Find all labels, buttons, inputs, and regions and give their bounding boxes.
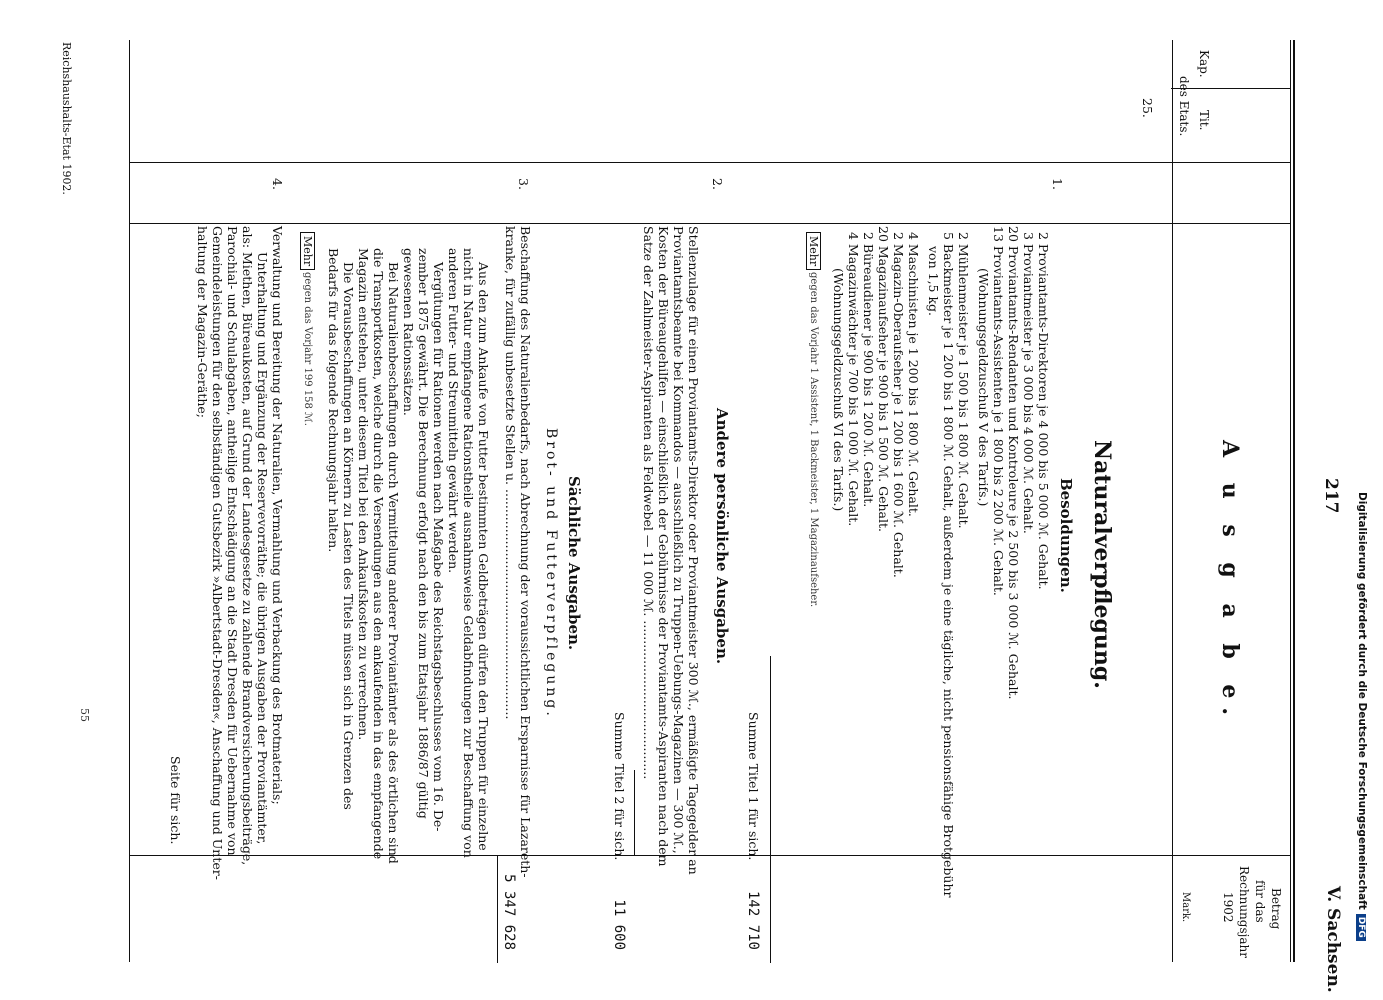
titel-2-line: Kosten der Büreaugehilfen — einschließlich der Gebührnisse der Proviantamts-Aspiranten nach dem — [656, 226, 671, 867]
header-rule — [1172, 40, 1173, 962]
titel-4-line: Gemeindeleistungen für den selbständigen Gutsbezirk »Albertstadt-Dresden«, Anschaffung und Unter- — [210, 226, 225, 880]
titel-1-line: 4 Magazinwächter je 700 bis 1 000 ℳ. Gehalt. — [846, 232, 861, 527]
titel-1-amount-rule — [770, 855, 771, 963]
titel-2-sum-label: Summe Titel 2 für sich. — [612, 712, 627, 861]
titel-2-heading: Andere persönliche Ausgaben. — [713, 408, 731, 665]
header-betrag-4: 1902 — [1221, 892, 1235, 923]
titel-1-number: 1. — [1050, 178, 1065, 190]
titel-3-note-label: Mehr — [300, 232, 315, 270]
titel-1-line: (Wohnungsgeldzuschuß VI des Tarifs.) — [831, 268, 846, 512]
titel-3-line: gewesenen Rationssätzen. — [401, 248, 416, 416]
section-title: Naturalverpflegung. — [1089, 440, 1115, 689]
titel-1-sum-rule — [770, 656, 771, 856]
titel-3-subheading: Brot- und Futterverpflegung. — [543, 428, 559, 719]
col-rule-tit — [129, 162, 1291, 163]
titel-3-amount: 5 347 628 — [501, 874, 517, 950]
titel-2-amount: 11 600 — [611, 899, 627, 950]
dfg-logo: DFG — [1356, 914, 1366, 941]
col-rule-amount — [129, 855, 1291, 856]
titel-3-line: Aus den zum Ankaufe von Futter bestimmten Geldbeträgen dürfen den Truppen für einzelne — [476, 262, 491, 851]
titel-1-line: 20 Magazinaufseher je 900 bis 1 500 ℳ. Gehalt. — [876, 226, 891, 532]
kapitel-number: 25. — [1140, 98, 1155, 118]
footer-sheet: 55 — [78, 708, 91, 722]
header-betrag-3: Rechnungsjahr — [1237, 866, 1251, 958]
top-rule — [1294, 40, 1296, 962]
titel-3-line: nicht in Natur empfangene Rationstheile ausnahmsweise Geldabfindungen zur Beschaffung von — [461, 248, 476, 858]
titel-3-line: die Transportkosten, welche durch die Versendungen aus den ankaufenden in das empfangende — [371, 248, 386, 860]
titel-3-line: Bei Naturalienbeschaffungen durch Vermittelung anderer Proviantämter als des örtlichen sind — [386, 262, 401, 864]
titel-2-line: Stellenzulage für einen Proviantamts-Direktor oder Proviantmeister 300 ℳ., ermäßigte Tagegelder an — [686, 226, 701, 875]
titel-3-amount-rule — [497, 855, 498, 963]
digitization-note — [1356, 492, 1368, 941]
titel-1-line: 13 Proviantamts-Assistenten je 1 800 bis 2 200 ℳ. Gehalt. — [991, 226, 1006, 596]
titel-1-line: 2 Proviantamts-Direktoren je 4 000 bis 5 000 ℳ. Gehalt. — [1036, 232, 1051, 590]
titel-1-note: gegen das Vorjahr 1 Assistent, 1 Backmeister, 1 Magazinaufseher. — [808, 272, 819, 608]
titel-4-line: Verwaltung und Bereitung der Naturalien, Vermahlung und Verbackung des Brotmaterials; — [270, 226, 285, 805]
titel-3-line: Bedarfs für das folgende Rechnungsjahr halten. — [326, 248, 341, 553]
titel-3-number: 3. — [516, 178, 531, 190]
titel-3-line: anderen Futter- und Streumitteln gewährt werden. — [446, 248, 461, 574]
header-betrag-2: für das — [1253, 880, 1267, 923]
header-des-etats: des Etats. — [1177, 76, 1191, 137]
titel-4-line: haltung der Magazin-Geräthe; — [195, 226, 210, 419]
titel-4-line: als: Miethen, Büreaukosten, auf Grund der Landesgesetze zu zahlende Brandversicherungsbeiträge, — [240, 226, 255, 866]
titel-2-number: 2. — [710, 178, 725, 190]
titel-1-line: 2 Büreaudiener je 900 bis 1 200 ℳ. Gehalt. — [861, 232, 876, 508]
titel-3-line: zember 1875 gewährt. Die Berechnung erfolgt nach den bis zum Etatsjahr 1886/87 gültig — [416, 248, 431, 819]
titel-4-line: Unterhaltung und Ergänzung der Reservevorräthe; die übrigen Ausgaben der Proviantämter, — [255, 252, 270, 845]
titel-3-line: Beschaffung des Naturalienbedarfs, nach Abrechnung der voraussichtlichen Ersparnisse für Lazareth- — [518, 226, 533, 878]
titel-1-line: 5 Backmeister je 1 200 bis 1 800 ℳ. Gehalt, außerdem je eine tägliche, nicht pensionsfähige Brotgebühr — [941, 232, 956, 898]
digitization-text: Digitalisierung gefördert durch die Deutsche Forschungsgemeinschaft — [1356, 492, 1368, 910]
titel-3-line: Magazin entstehen, unter diesem Titel bei den Ankaufskosten zu verrechnen. — [356, 248, 371, 741]
titel-1-line: 4 Maschinisten je 1 200 bis 1 800 ℳ. Gehalt. — [906, 232, 921, 517]
titel-3-line: Die Vorausbeschaffungen an Körnern zu Lasten des Titels müssen sich in Grenzen des — [341, 262, 356, 810]
titel-4-number: 4. — [270, 178, 285, 190]
titel-2-line: Proviantamtsbeamte bei Kommandos — ausschließlich zu Truppen-Uebungs-Magazinen — 300 ℳ., — [671, 226, 686, 854]
state-title: V. Sachsen. — [1323, 886, 1343, 993]
page-number: 217 — [1321, 478, 1341, 514]
bottom-rule — [129, 40, 130, 962]
titel-1-line: 2 Mühlenmeister je 1 500 bis 1 800 ℳ. Gehalt. — [956, 232, 971, 529]
header-kap: Kap. — [1197, 50, 1211, 78]
titel-1-line: 20 Proviantamts-Rendanten und Kontroleure je 2 500 bis 3 000 ℳ. Gehalt. — [1006, 226, 1021, 700]
titel-1-line: (Wohnungsgeldzuschuß V des Tarifs.) — [976, 268, 991, 507]
titel-1-line: von 1,5 kg. — [926, 246, 941, 317]
titel-3-line: Vergütungen für Rationen werden nach Maßgabe des Reichstagsbeschlusses vom 16. De- — [431, 262, 446, 832]
col-rule-text — [129, 223, 1291, 224]
header-betrag-1: Betrag — [1269, 888, 1283, 930]
titel-1-heading: Besoldungen. — [1057, 478, 1075, 593]
titel-3-note: gegen das Vorjahr 199 158 ℳ. — [302, 272, 313, 426]
titel-2-line: Satze der Zahlmeister-Aspiranten als Feldwebel — 11 000 ℳ. ........................................ — [641, 226, 656, 780]
titel-4-sum-label: Seite für sich. — [168, 756, 183, 845]
titel-3-line: kranke, für zufällig unbesetzte Stellen u. .......................................................... — [503, 226, 518, 720]
titel-1-line: 3 Proviantmeister je 3 000 bis 4 000 ℳ. Gehalt. — [1021, 232, 1036, 534]
titel-2-sum-rule — [634, 770, 635, 856]
footer-title: Reichshaushalts-Etat 1902. — [60, 42, 73, 195]
titel-1-note-label: Mehr — [806, 232, 821, 270]
top-rule-2 — [1290, 40, 1291, 962]
titel-1-sum-label: Summe Titel 1 für sich. — [746, 712, 761, 861]
titel-3-heading: Sächliche Ausgaben. — [565, 476, 583, 651]
titel-1-amount: 142 710 — [745, 890, 761, 950]
header-mark: Mark. — [1180, 892, 1191, 923]
titel-1-line: 2 Magazin-Oberaufseher je 1 200 bis 1 600 ℳ. Gehalt. — [891, 232, 906, 578]
titel-4-line: Parochial- und Schulabgaben, antheilige Entschädigung an die Stadt Dresden für Uebernahme von — [225, 226, 240, 856]
header-tit: Tit. — [1197, 110, 1211, 131]
header-ausgabe: A u s g a b e. — [1217, 440, 1243, 725]
